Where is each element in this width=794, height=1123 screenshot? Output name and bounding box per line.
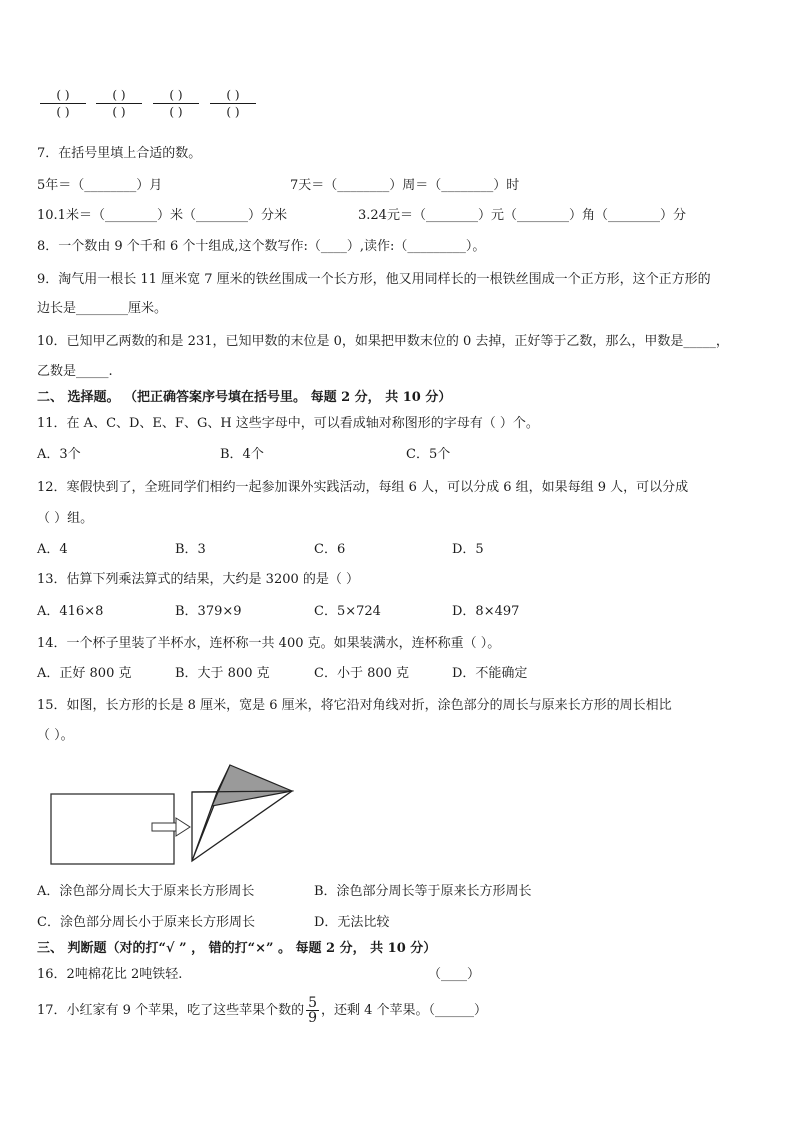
q11-option-b[interactable]: B．4个 xyxy=(220,447,264,462)
fraction-numerator: ( ) xyxy=(96,88,142,104)
q7-stem: 7．在括号里填上合适的数。 xyxy=(37,146,202,161)
q14-option-d[interactable]: D．不能确定 xyxy=(452,666,528,681)
folded-outline xyxy=(192,791,292,861)
q15-figure xyxy=(40,758,310,870)
q11-option-a[interactable]: A．3个 xyxy=(37,447,81,462)
q15-option-b[interactable]: B．涂色部分周长等于原来长方形周长 xyxy=(314,884,532,899)
q15-option-c[interactable]: C．涂色部分周长小于原来长方形周长 xyxy=(37,915,255,930)
fraction-blank-3[interactable] xyxy=(153,88,199,119)
q12-option-c[interactable]: C．6 xyxy=(314,542,346,557)
q7-part-b[interactable]: 7天＝（________）周＝（________）时 xyxy=(290,178,520,193)
q13-option-d[interactable]: D．8×497 xyxy=(452,604,520,619)
fraction-blank-2[interactable] xyxy=(96,88,142,119)
q13-option-c[interactable]: C．5×724 xyxy=(314,604,381,619)
q14-option-b[interactable]: B．大于 800 克 xyxy=(175,666,270,681)
q12-line1: 12．寒假快到了，全班同学们相约一起参加课外实践活动，每组 6 人，可以分成 6 组，如果每组 9 人，可以分成 xyxy=(37,480,689,495)
q12-line2[interactable]: （ ）组。 xyxy=(37,511,94,526)
fraction-denominator: ( ) xyxy=(169,105,183,119)
q10-line2[interactable]: 乙数是_____. xyxy=(37,364,113,379)
section-2-heading: 二、 选择题。 （把正确答案序号填在括号里。 每题 2 分， 共 10 分） xyxy=(37,390,452,405)
q12-option-b[interactable]: B．3 xyxy=(175,542,206,557)
fraction-numerator: ( ) xyxy=(153,88,199,104)
q17-fraction-numerator: 5 xyxy=(308,995,317,1011)
fraction-denominator: ( ) xyxy=(226,105,240,119)
fraction-denominator: ( ) xyxy=(112,105,126,119)
q17-fraction xyxy=(306,996,319,1025)
q12-option-d[interactable]: D．5 xyxy=(452,542,484,557)
q17-text xyxy=(37,994,487,1028)
q7-part-c[interactable]: 10.1米＝（________）米（________）分米 xyxy=(37,208,287,223)
fraction-blank-1[interactable] xyxy=(40,88,86,119)
q11-stem: 11．在 A、C、D、E、F、G、H 这些字母中，可以看成轴对称图形的字母有（ ）个。 xyxy=(37,416,539,431)
q14-stem: 14．一个杯子里装了半杯水，连杯称一共 400 克。如果装满水，连杯称重（ ）。 xyxy=(37,636,501,651)
q12-option-a[interactable]: A．4 xyxy=(37,542,68,557)
q8-text[interactable]: 8．一个数由 9 个千和 6 个十组成,这个数写作:（____）,读作:（_________）。 xyxy=(37,239,486,254)
q15-line1: 15．如图，长方形的长是 8 厘米，宽是 6 厘米，将它沿对角线对折，涂色部分的周长与原来长方形的周长相比 xyxy=(37,698,672,713)
arrow-icon xyxy=(152,818,190,836)
q10-line1[interactable]: 10．已知甲乙两数的和是 231，已知甲数的末位是 0，如果把甲数末位的 0 去掉，正好等于乙数，那么，甲数是_____， xyxy=(37,334,729,349)
q9-line1: 9．淘气用一根长 11 厘米宽 7 厘米的铁丝围成一个长方形，他又用同样长的一根铁丝围成一个正方形，这个正方形的 xyxy=(37,272,711,287)
fraction-denominator: ( ) xyxy=(56,105,70,119)
q7-part-a[interactable]: 5年＝（________）月 xyxy=(37,178,163,193)
q15-option-a[interactable]: A．涂色部分周长大于原来长方形周长 xyxy=(37,884,255,899)
q13-stem: 13．估算下列乘法算式的结果，大约是 3200 的是（ ） xyxy=(37,572,360,587)
q16-answer-blank[interactable]: （____） xyxy=(428,967,481,982)
q13-option-b[interactable]: B．379×9 xyxy=(175,604,242,619)
q17-before: 17．小红家有 9 个苹果，吃了这些苹果个数的 xyxy=(37,1003,305,1018)
q17-fraction-denominator: 9 xyxy=(308,1010,317,1026)
q14-option-a[interactable]: A．正好 800 克 xyxy=(37,666,132,681)
q15-line2[interactable]: （ ）。 xyxy=(37,728,74,743)
fraction-numerator: ( ) xyxy=(40,88,86,104)
section-3-heading: 三、 判断题（对的打“√ ” ， 错的打“×” 。 每题 2 分， 共 10 分） xyxy=(37,941,437,956)
fraction-blank-4[interactable] xyxy=(210,88,256,119)
fraction-numerator: ( ) xyxy=(210,88,256,104)
q9-line2[interactable]: 边长是________厘米。 xyxy=(37,301,168,316)
q14-option-c[interactable]: C．小于 800 克 xyxy=(314,666,410,681)
q15-option-d[interactable]: D．无法比较 xyxy=(314,915,390,930)
q16-stem: 16．2吨棉花比 2吨铁轻. xyxy=(37,967,183,982)
q11-option-c[interactable]: C．5个 xyxy=(406,447,451,462)
q17-after[interactable]: ，还剩 4 个苹果。（______） xyxy=(321,1003,488,1018)
q13-option-a[interactable]: A．416×8 xyxy=(37,604,104,619)
q7-part-d[interactable]: 3.24元＝（________）元（________）角（________）分 xyxy=(358,208,686,223)
